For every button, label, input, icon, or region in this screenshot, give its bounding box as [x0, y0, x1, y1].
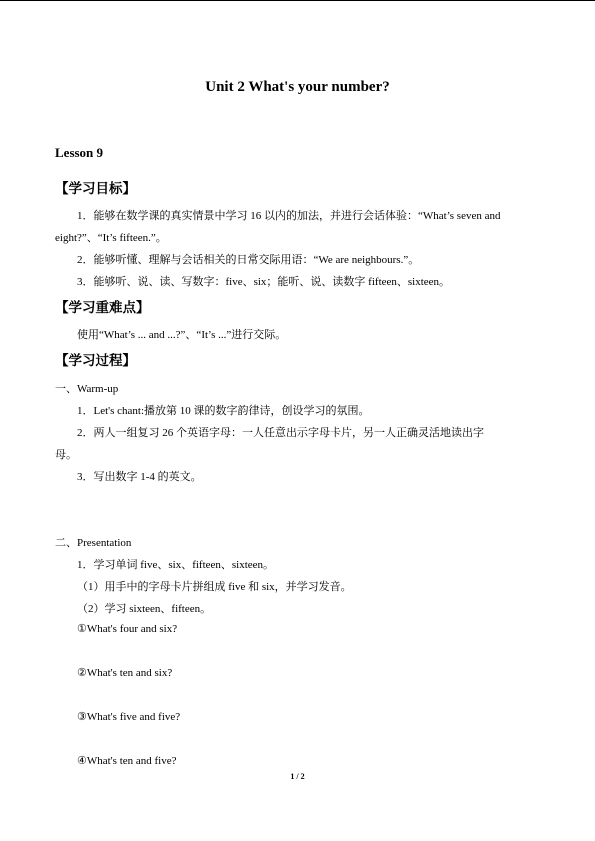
keypoint-1: 使用“What’s ... and ...?”、“It’s ...”进行交际。: [77, 329, 287, 341]
objective-1-line-1: 1．能够在数学课的真实情景中学习 16 以内的加法，并进行会话体验：“What’s seven and: [77, 210, 501, 222]
question-2: ②What's ten and six?: [77, 667, 173, 679]
top-border-line: [0, 0, 595, 1]
question-1: ①What's four and six?: [77, 623, 178, 635]
question-4: ④What's ten and five?: [77, 755, 177, 767]
presentation-substep-2: （2）学习 sixteen、fifteen。: [77, 603, 212, 615]
objective-1-line-2: eight?”、“It’s fifteen.”。: [55, 232, 167, 244]
presentation-step-1: 1．学习单词 five、six、fifteen、sixteen。: [77, 559, 275, 571]
warmup-step-1: 1．Let's chant:播放第 10 课的数字韵律诗，创设学习的氛围。: [77, 405, 370, 417]
page-title: Unit 2 What's your number?: [205, 79, 390, 95]
objective-2: 2．能够听懂、理解与会话相关的日常交际用语：“We are neighbours.”。: [77, 254, 420, 266]
presentation-substep-1: （1）用手中的字母卡片拼组成 five 和 six，并学习发音。: [77, 581, 352, 593]
warmup-title: 一、Warm-up: [55, 383, 119, 395]
objectives-heading: 【学习目标】: [55, 181, 136, 197]
presentation-title: 二、Presentation: [55, 537, 132, 549]
warmup-step-2-line-2: 母。: [55, 449, 77, 461]
warmup-step-2-line-1: 2．两人一组复习 26 个英语字母：一人任意出示字母卡片，另一人正确灵活地读出字: [77, 427, 484, 439]
warmup-step-3: 3．写出数字 1-4 的英文。: [77, 471, 202, 483]
objective-3: 3．能够听、说、读、写数字：five、six；能听、说、读数字 fifteen、sixteen。: [77, 276, 451, 288]
page-number: 1 / 2: [290, 772, 305, 781]
keypoints-heading: 【学习重难点】: [55, 300, 150, 316]
process-heading: 【学习过程】: [55, 353, 136, 369]
lesson-label: Lesson 9: [55, 145, 104, 160]
question-3: ③What's five and five?: [77, 711, 181, 723]
